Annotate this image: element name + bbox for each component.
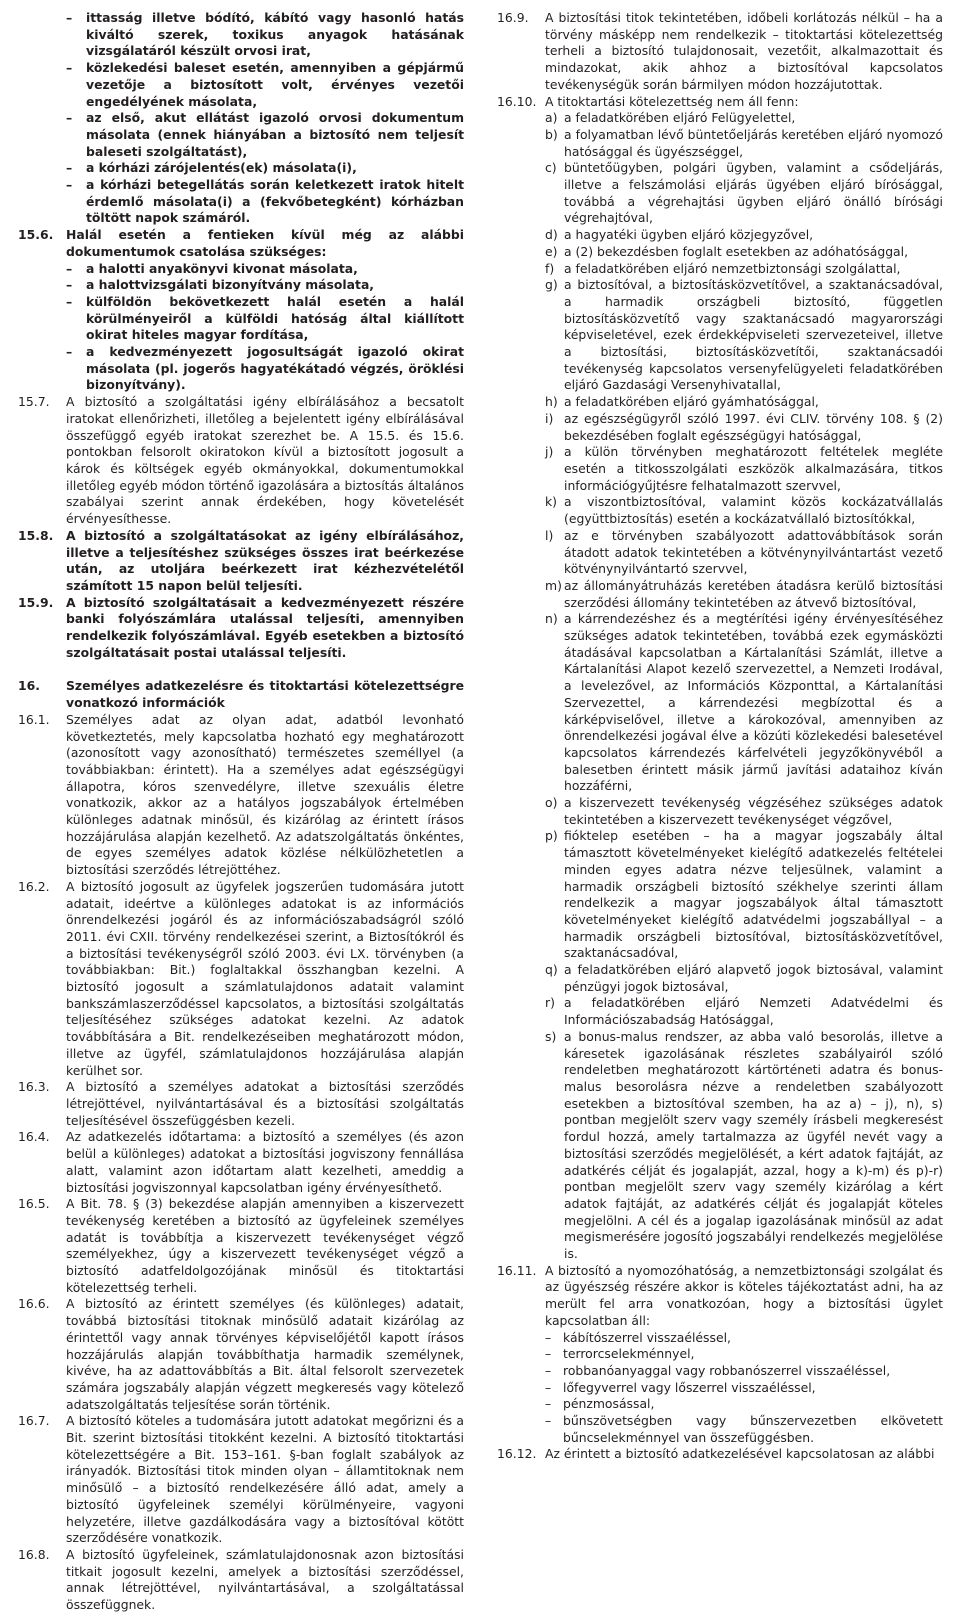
exemption-list	[497, 110, 943, 1263]
section-number: 16.2.	[18, 878, 50, 894]
exemption-item	[497, 828, 943, 962]
item-letter: g)	[545, 277, 558, 293]
section-number: 16.7.	[18, 1413, 50, 1429]
dash-marker: –	[66, 293, 73, 309]
item-text: a kiszervezett tevékenység végzéséhez szükséges adatok tekintetében a kiszervezett tevékenységet végzővel,	[564, 795, 943, 827]
section-16-11	[497, 1263, 943, 1330]
exemption-item	[497, 394, 943, 411]
section-number: 16.5.	[18, 1196, 50, 1212]
item-text: a feladatkörében eljáró nemzetbiztonsági szolgálattal,	[564, 260, 901, 276]
section-16-2	[18, 879, 464, 1079]
exemption-item	[497, 611, 943, 795]
dash-marker: –	[66, 10, 73, 25]
section-number: 16.8.	[18, 1546, 50, 1562]
item-letter: s)	[545, 1028, 557, 1044]
list-item	[545, 1346, 943, 1363]
list-item-text: lőfegyverrel vagy lőszerrel visszaéléssel,	[563, 1379, 816, 1395]
item-text: az e törvényben szabályozott adattovábbítások során átadott adatok tekintetében a kötvénynyilvántartást vezető kötvénynyilvántartó szervvel,	[564, 527, 943, 577]
section-16-7	[18, 1413, 464, 1547]
item-letter: m)	[545, 577, 562, 593]
section-number: 16.11.	[497, 1262, 537, 1278]
exemption-item	[497, 160, 943, 227]
item-text: a kárrendezéshez és a megtérítési igény érvényesítéséhez szükséges adatok tekintetében, továbbá ezek egymásközti átadásával kapcsolatban a Kártalanítási Számlát, illetve a Kártalanítási Alapot kezelő szervezettel, a Nemzeti Irodával, a levelezővel, az Információs Központtal, a Kártalanítási Szervezettel, a kárrendezési megbízottal és a kárképviselővel, illetve a károkozóval, amennyiben az önrendelkezési jogával élve a közúti közlekedési balesetével kapcsolatos kárrendezés kárfelvételi jegyzőkönyvéből a balesetben érintett másik jármű javítási adataihoz kíván hozzáférni,	[564, 611, 943, 794]
dash-marker: –	[66, 260, 73, 276]
section-16-10	[497, 94, 943, 111]
section-number: 16.10.	[497, 93, 537, 109]
section-number: 15.8.	[18, 527, 54, 543]
item-letter: h)	[545, 394, 558, 410]
item-text: a feladatkörében eljáró Nemzeti Adatvédelmi és Információszabadság Hatósággal,	[564, 995, 943, 1028]
list-item-text: kábítószerrel visszaéléssel,	[563, 1329, 731, 1345]
dash-marker: –	[66, 277, 73, 293]
section-16-12	[497, 1446, 943, 1463]
list-item-text: ittasság illetve bódító, kábító vagy hasonló hatás kiváltó szerek, toxikus anyagok hatásának vizsgálatáról készült orvosi irat,	[86, 10, 464, 59]
dash-marker: –	[66, 110, 73, 126]
item-letter: r)	[545, 995, 555, 1011]
exemption-item	[497, 277, 943, 394]
dash-marker: –	[66, 160, 73, 176]
item-letter: q)	[545, 962, 558, 978]
exemption-item	[497, 127, 943, 160]
section-15-9	[18, 595, 464, 662]
section-number: 15.6.	[18, 227, 54, 243]
exemption-item	[497, 995, 943, 1028]
section-text: A biztosító az érintett személyes (és különleges) adatait, továbbá biztosítási titoknak minősülő adatait kizárólag az érintettől vagy annak törvényes képviselőjétől kapott írásos hozzájárulás alapján továbbíthatja harmadik személynek, kivéve, ha az adattovábbítás a Bit. által felsorolt szervezetek számára jogszabály alapján végzett megkeresés vagy kötelező adatszolgáltatás teljesítése során történik.	[66, 1296, 464, 1412]
death-documents-list	[18, 261, 464, 395]
list-item	[66, 177, 464, 227]
section-text: A biztosító a szolgáltatásokat az igény elbírálásához, illetve a teljesítéshez szükséges összes irat beérkezése után, az utoljára beérkezett irat kézhezvételétől számított 15 napon belül teljesíti.	[66, 527, 464, 593]
list-item-text: terrorcselekménnyel,	[563, 1346, 695, 1362]
list-item	[66, 10, 464, 60]
section-16-4	[18, 1129, 464, 1196]
left-column	[18, 10, 464, 1614]
section-number: 15.9.	[18, 594, 54, 610]
exemption-item	[497, 1029, 943, 1263]
dash-marker: –	[545, 1413, 552, 1429]
section-text: A Bit. 78. § (3) bekezdése alapján amennyiben a kiszervezett tevékenység keretében a biztosító az ügyfeleinek személyes adatát is továbbítja a kiszervezett tevékenységet végző személyekhez, úgy a kiszervezett tevékenységet végző a biztosító adatfeldolgozójának minősül és titoktartási kötelezettség terheli.	[66, 1196, 464, 1295]
list-item-text: az első, akut ellátást igazoló orvosi dokumentum másolata (ennek hiányában a biztosító nem teljesít baleseti szolgáltatást),	[86, 110, 464, 159]
section-16-heading	[18, 678, 464, 711]
item-text: a folyamatban lévő büntetőeljárás keretében eljáró nyomozó hatósággal és ügyészséggel,	[564, 126, 943, 159]
item-letter: j)	[545, 444, 554, 460]
section-15-7	[18, 394, 464, 528]
section-number: 16.4.	[18, 1129, 50, 1145]
list-item	[545, 1330, 943, 1347]
item-text: az egészségügyről szóló 1997. évi CLIV. törvény 108. § (2) bekezdésében foglalt egészségügyi hatósággal,	[564, 410, 943, 443]
section-number: 15.7.	[18, 394, 50, 410]
section-text: A biztosító jogosult az ügyfelek jogszerűen tudomására jutott adatait, ideértve a különleges adatokat is az információs önrendelkezési jogáról és az információszabadságról szóló 2011. évi CXII. törvény rendelkezései szerint, a Biztosítókról és a biztosítási tevékenységről szóló 2003. évi LX. törvényben (a továbbiakban: Bit.) foglaltakkal összhangban kezelni. A biztosító jogosult a számlatulajdonos adatait valamint bankszámlaszerződéssel kapcsolatos, a biztosítási szolgáltatás teljesítéséhez szükséges adatokat kezelni. Az adatok továbbítására a Bit. rendelkezéseiben meghatározott módon, illetve az ügyfél, számlatulajdonos hozzájárulása alapján kerülhet sor.	[66, 878, 464, 1078]
section-15-8	[18, 528, 464, 595]
list-item-text: közlekedési baleset esetén, amennyiben a gépjármű vezetője a biztosított volt, érvényes vezetői engedélyének másolata,	[86, 60, 464, 109]
item-letter: i)	[545, 410, 554, 426]
section-16-3	[18, 1079, 464, 1129]
item-text: a külön törvényben meghatározott feltételek megléte esetén a titkosszolgálati eszközök alkalmazására, titkos információgyűjtésre felhatalmazott szervvel,	[564, 444, 943, 493]
section-text: A biztosítási titok tekintetében, időbeli korlátozás nélkül – ha a törvény másképp nem rendelkezik – titoktartási kötelezettség terheli a biztosító tulajdonosait, vezetőit, alkalmazottait és mindazokat, akik ahhoz a biztosítóval kapcsolatos tevékenységük során bármilyen módon hozzájutottak.	[545, 10, 943, 92]
section-text: A biztosító a nyomozóhatóság, a nemzetbiztonsági szolgálat és az ügyészség részére akkor is köteles tájékoztatást adni, ha az merült fel arra vonatkozóan, hogy a biztosítási ügylet kapcsolatban áll:	[545, 1262, 943, 1328]
section-text: Az adatkezelés időtartama: a biztosító a személyes (és azon belül a különleges) adatokat a biztosítási jogviszony fennállása alatt, valamint azon időtartam alatt kezelheti, ameddig a biztosítási jogviszonnyal kapcsolatban igény érvényesíthető.	[66, 1129, 464, 1195]
dash-marker: –	[66, 60, 73, 76]
item-text: a feladatkörében eljáró alapvető jogok biztosával, valamint pénzügyi jogok biztosával,	[564, 962, 943, 994]
list-item	[66, 261, 464, 278]
list-item	[66, 110, 464, 160]
exemption-item	[497, 227, 943, 244]
item-text: a biztosítóval, a biztosításközvetítővel, a szaktanácsadóval, a harmadik országbeli biztosító, független biztosításközvetítő vagy szaktanácsadó magyarországi képviseletével, ezek érdekképviseleti szervezeteivel, illetve a biztosítási, biztosításközvetítői, szaktanácsadói tevékenység kapcsolatos versenyfelügyeleti feladatkörében eljáró Gazdasági Versenyhivatallal,	[564, 277, 943, 393]
item-letter: k)	[545, 494, 558, 510]
section-15-6	[18, 227, 464, 260]
item-text: fióktelep esetében – ha a magyar jogszabály által támasztott követelményeket kielégítő adatkezelés feltételei minden egyes adatra nézve teljesülnek, valamint a harmadik országbeli biztosító székhelye szerinti állam rendelkezik a magyar jogszabályok által támasztott követelményeket kielégítő adatvédelmi jogszabállyal – a harmadik országbeli biztosítóval, biztosításközvetítővel, szaktanácsadóval,	[564, 828, 943, 961]
section-16-6	[18, 1296, 464, 1413]
item-text: a feladatkörében eljáró gyámhatósággal,	[564, 394, 819, 410]
exemption-item	[497, 795, 943, 828]
item-text: a hagyatéki ügyben eljáró közjegyzővel,	[564, 227, 814, 243]
section-text: A biztosító szolgáltatásait a kedvezményezett részére banki folyószámlára utalással teljesíti, amennyiben rendelkezik folyószámlával. Egyéb esetekben a biztosító szolgáltatásait postai utalással teljesíti.	[66, 594, 464, 660]
exemption-item	[497, 244, 943, 261]
dash-marker: –	[545, 1379, 552, 1395]
item-letter: e)	[545, 243, 558, 259]
section-number: 16.12.	[497, 1446, 537, 1462]
dash-marker: –	[545, 1346, 552, 1362]
section-number: 16.6.	[18, 1296, 50, 1312]
section-16-9	[497, 10, 943, 94]
dash-marker: –	[545, 1362, 552, 1378]
section-number: 16.3.	[18, 1079, 50, 1095]
item-letter: l)	[545, 527, 554, 543]
list-item-text: pénzmosással,	[563, 1396, 655, 1412]
list-item-text: a halottvizsgálati bizonyítvány másolata,	[86, 277, 375, 293]
exemption-item	[497, 110, 943, 127]
list-item-text: a halotti anyakönyvi kivonat másolata,	[86, 260, 358, 276]
section-number: 16.1.	[18, 711, 50, 727]
spacer	[18, 661, 464, 678]
section-16-5	[18, 1196, 464, 1296]
dash-marker: –	[545, 1329, 552, 1345]
list-item	[66, 160, 464, 177]
section-text: Személyes adat az olyan adat, adatból levonható következtetés, mely kapcsolatba hozható egy meghatározott (azonosított vagy azonosítható) természetes személlyel (a továbbiakban: érintett). Ha a személyes adat egészségügyi állapotra, kóros szenvedélyre, illetve szexuális életre vonatkozik, akkor az a hatályos jogszabályok értelmében különleges adatnak minősül, és kizárólag az érintett írásos hozzájárulása alapján kezelhető. Az adatszolgáltatás önkéntes, de egyes személyes adatok közlése nélkülözhetetlen a biztosítási szerződés létrejöttéhez.	[66, 711, 464, 878]
section-text: A titoktartási kötelezettség nem áll fenn:	[545, 93, 799, 109]
list-item-text: a kedvezményezett jogosultságát igazoló okirat másolata (pl. jogerős hagyatékátadó végzés, öröklési bizonyítvány).	[86, 344, 464, 393]
list-item-text: külföldön bekövetkezett halál esetén a halál körülményeiről a külföldi hatóság által kiállított okirat hiteles magyar fordítása,	[86, 293, 464, 343]
item-letter: n)	[545, 611, 558, 627]
item-letter: p)	[545, 828, 558, 844]
list-item	[545, 1363, 943, 1380]
item-letter: b)	[545, 126, 558, 142]
item-text: büntetőügyben, polgári ügyben, valamint a csődeljárás, illetve a felszámolási eljárás ügyében eljáró bírósággal, továbbá a végrehajtási ügyben eljáró önálló bírósági végrehajtóval,	[564, 160, 943, 226]
section-text: Halál esetén a fentieken kívül még az alábbi dokumentumok csatolása szükséges:	[66, 227, 464, 259]
exemption-item	[497, 528, 943, 578]
section-text: A biztosító a személyes adatokat a biztosítási szerződés létrejöttével, nyilvántartásával és a biztosítási szolgáltatás teljesítésével összefüggésben kezeli.	[66, 1079, 464, 1128]
item-letter: o)	[545, 795, 558, 811]
section-text: A biztosító a szolgáltatási igény elbírálásához a becsatolt iratokat ellenőrizheti, illetőleg a bejelentett igény elbírálásával összefüggő egyéb iratokat szerezhet be. A 15.5. és 15.6. pontokban felsorolt okiratokon kívül a biztosított jogosult a károk és költségek egyéb okmányokkal, dokumentumokkal illetőleg egyéb módon történő igazolására a biztosítás általános szabályai szerint annak érdekében, hogy követelését érvényesíthesse.	[66, 394, 464, 527]
section-number: 16.	[18, 678, 40, 694]
claim-documents-list	[18, 10, 464, 227]
exemption-item	[497, 494, 943, 527]
list-item	[66, 344, 464, 394]
section-text: Az érintett a biztosító adatkezelésével kapcsolatosan az alábbi	[545, 1446, 935, 1462]
dash-marker: –	[545, 1396, 552, 1412]
section-text: A biztosító ügyfeleinek, számlatulajdonosnak azon biztosítási titkait jogosult kezelni, amelyek a biztosítási szerződéssel, annak létrejöttével, nyilvántartásával, a szolgáltatással összefüggnek.	[66, 1546, 464, 1613]
item-letter: d)	[545, 227, 558, 243]
dash-marker: –	[66, 344, 73, 360]
exemption-item	[497, 578, 943, 611]
list-item-text: a kórházi zárójelentés(ek) másolata(i),	[86, 160, 357, 176]
list-item	[66, 277, 464, 294]
list-item	[66, 60, 464, 110]
exemption-item	[497, 962, 943, 995]
offence-list	[497, 1330, 943, 1447]
exemption-item	[497, 411, 943, 444]
item-text: az állományátruházás keretében átadásra kerülő biztosítási szerződési állomány tekintetében az átvevő biztosítóval,	[564, 577, 943, 610]
list-item	[66, 294, 464, 344]
section-text: A biztosító köteles a tudomására jutott adatokat megőrizni és a Bit. szerint biztosítási titokként kezelni. A biztosító titoktartási kötelezettségére a Bit. 153–161. §-ban foglalt szabályok az irányadók. Biztosítási titok minden olyan – államtitoknak nem minősülő – a biztosító rendelkezésére álló adat, amely a biztosító ügyfeleinek személyi körülményeire, vagyoni helyzetére, illetve gazdálkodására vagy a biztosítóval kötött szerződésére vonatkozik.	[66, 1413, 464, 1546]
list-item	[545, 1396, 943, 1413]
list-item-text: bűnszövetségben vagy bűnszervezetben elkövetett bűncselekménnyel van összefüggésben.	[563, 1413, 943, 1445]
section-16-8	[18, 1547, 464, 1614]
section-heading: Személyes adatkezelésre és titoktartási kötelezettségre vonatkozó információk	[66, 678, 464, 711]
list-item	[545, 1413, 943, 1446]
list-item	[545, 1380, 943, 1397]
list-item-text: a kórházi betegellátás során keletkezett iratok hitelt érdemlő másolata(i) a (fekvőbetegként) kórházban töltött napok számáról.	[86, 177, 464, 226]
item-text: a viszontbiztosítóval, valamint közös kockázatvállalás (együttbiztosítás) esetén a kockázatvállaló biztosítókkal,	[564, 494, 943, 527]
section-16-1	[18, 712, 464, 879]
item-letter: a)	[545, 110, 558, 126]
item-text: a bonus-malus rendszer, az abba való besorolás, illetve a káresetek igazolásának részletes szabályairól szóló rendeletben meghatározott kártörténeti adatra és bonus-malus besorolásra nézve a rendeletben szabályozott esetekben a biztosítóval szemben, ha az a) – j), n), s) pontban megjelölt szerv vagy személy írásbeli megkeresést fordul hozzá, amely tartalmazza az ügyfél nevét vagy a biztosítási szerződés megjelölését, a kért adatok fajtáját, az adatkérés célját és jogalapját, azzal, hogy a k)-m) és p)-r) pontban megjelölt szerv vagy személy kizárólag a kért adatok fajtáját, az adatkérés célját és jogalapját köteles megjelölni. A cél és a jogalap igazolásának minősül az adat megismerésére jogosító jogszabályi rendelkezés megjelölése is.	[564, 1028, 943, 1262]
item-letter: c)	[545, 160, 557, 176]
item-text: a (2) bekezdésben foglalt esetekben az adóhatósággal,	[564, 243, 909, 259]
exemption-item	[497, 261, 943, 278]
exemption-item	[497, 444, 943, 494]
dash-marker: –	[66, 177, 73, 193]
right-column	[497, 10, 943, 1463]
item-text: a feladatkörében eljáró Felügyelettel,	[564, 110, 796, 126]
list-item-text: robbanóanyaggal vagy robbanószerrel visszaéléssel,	[563, 1362, 891, 1378]
item-letter: f)	[545, 260, 555, 276]
section-number: 16.9.	[497, 10, 529, 25]
